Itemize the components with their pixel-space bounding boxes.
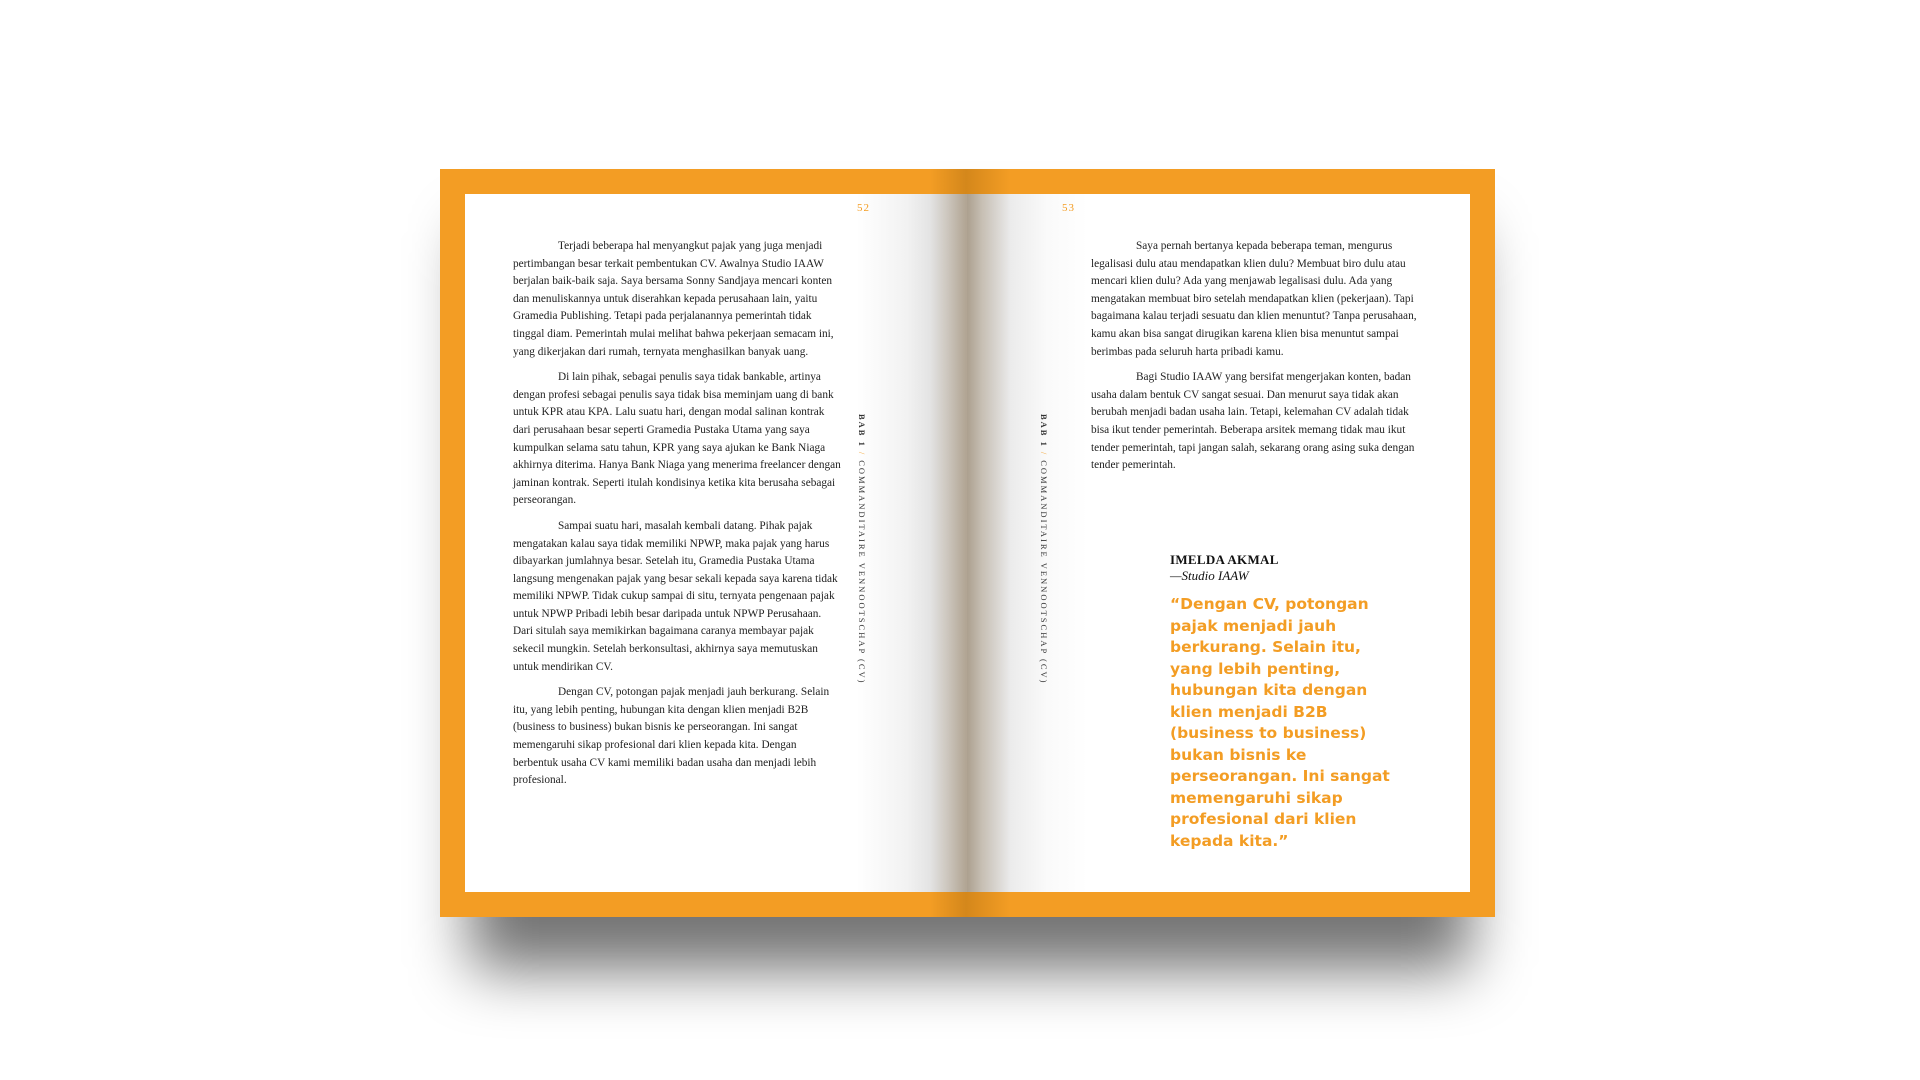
running-head-title: COMMANDITAIRE VENNOOTSCHAP (CV) (1039, 460, 1049, 685)
quote-affiliation: —Studio IAAW (1170, 568, 1249, 583)
running-head-title: COMMANDITAIRE VENNOOTSCHAP (CV) (857, 460, 867, 685)
left-paragraph-2: Di lain pihak, sebagai penulis saya tidak bankable, artinya dengan profesi sebagai penulis saya tidak bisa meminjam uang di bank untuk KPR atau KPA. Lalu suatu hari, dengan modal salinan kontrak dari perusahaan besar seperti Gramedia Pustaka Utama yang saya kumpulkan selama satu tahun, KPR yang saya ajukan ke Bank Niaga akhirnya diterima. Hanya Bank Niaga yang menerima freelancer dengan jaminan kontrak. Seperti itulah kondisinya ketika kita berusaha sebagai perseorangan. (513, 371, 841, 507)
left-body-text (513, 238, 843, 798)
right-paragraph-1: Saya pernah bertanya kepada beberapa teman, mengurus legalisasi dulu atau mendapatkan klien dulu? Membuat biro dulu atau mencari klien dulu? Ada yang menjawab legalisasi dulu. Ada yang mengatakan membuat biro setelah mendapatkan klien (pekerjaan). Tapi bagaimana kalau terjadi sesuatu dan klien menuntut? Tanpa perusahaan, kamu akan bisa sangat dirugikan karena klien bisa menuntut sampai berimbas pada seluruh harta pribadi kamu. (1091, 240, 1417, 358)
running-head-separator: / (857, 451, 867, 457)
pull-quote (1170, 552, 1400, 852)
right-page (967, 194, 1470, 892)
page-number-right: 53 (1062, 202, 1075, 214)
right-paragraph-2: Bagi Studio IAAW yang bersifat mengerjakan konten, badan usaha dalam bentuk CV sangat sesuai. Dan menurut saya tidak akan berubah menjadi badan usaha lain. Tetapi, kelemahan CV adalah tidak bisa ikut tender pemerintah. Beberapa arsitek memang tidak mau ikut tender pemerintah, tapi jangan salah, sekarang orang asing suka dengan tender pemerintah. (1091, 371, 1415, 472)
running-head-chapter: BAB 1 (857, 414, 867, 448)
left-paragraph-3: Sampai suatu hari, masalah kembali datang. Pihak pajak mengatakan kalau saya tidak memiliki NPWP, maka pajak yang harus dibayarkan jumlahnya besar. Setelah itu, Gramedia Pustaka Utama langsung mengenakan pajak yang besar sekali kepada saya karena tidak memiliki NPWP. Tidak cukup sampai di situ, ternyata pengenaan pajak untuk NPWP Pribadi lebih besar daripada untuk NPWP Perusahaan. Dari situlah saya memikirkan bagaimana caranya membayar pajak sekecil mungkin. Setelah berkonsultasi, akhirnya saya memutuskan untuk mendirikan CV. (513, 519, 838, 673)
left-paragraph-1: Terjadi beberapa hal menyangkut pajak yang juga menjadi pertimbangan besar terkait pembentukan CV. Awalnya Studio IAAW berjalan baik-baik saja. Saya bersama Sonny Sandjaya mencari konten dan menuliskannya untuk diserahkan kepada perusahaan lain, yaitu Gramedia Publishing. Tetapi pada perjalanannya pemerintah tidak tinggal diam. Pemerintah mulai melihat bahwa pekerjaan semacam ini, yang dikerjakan dari rumah, ternyata menghasilkan banyak uang. (513, 240, 834, 358)
page-number-left: 52 (857, 202, 870, 214)
right-body-text (1091, 238, 1426, 483)
left-paragraph-4: Dengan CV, potongan pajak menjadi jauh berkurang. Selain itu, yang lebih penting, hubungan kita dengan klien menjadi B2B (business to business) bukan bisnis ke perseorangan. Ini sangat memengaruhi sikap profesional dari klien kepada kita. Dengan berbentuk usaha CV kami memiliki badan usaha dan menjadi lebih profesional. (513, 686, 830, 787)
running-head-separator: / (1039, 451, 1049, 457)
open-book (440, 169, 1495, 917)
left-page (465, 194, 967, 892)
quote-author: IMELDA AKMAL (1170, 552, 1279, 567)
running-head-left (857, 414, 867, 684)
running-head-chapter: BAB 1 (1039, 414, 1049, 448)
running-head-right (1039, 414, 1049, 684)
quote-text: “Dengan CV, potongan pajak menjadi jauh berkurang. Selain itu, yang lebih penting, hubungan kita dengan klien menjadi B2B (business to business) bukan bisnis ke perseorangan. Ini sangat memengaruhi sikap profesional dari klien kepada kita.” (1170, 595, 1390, 850)
